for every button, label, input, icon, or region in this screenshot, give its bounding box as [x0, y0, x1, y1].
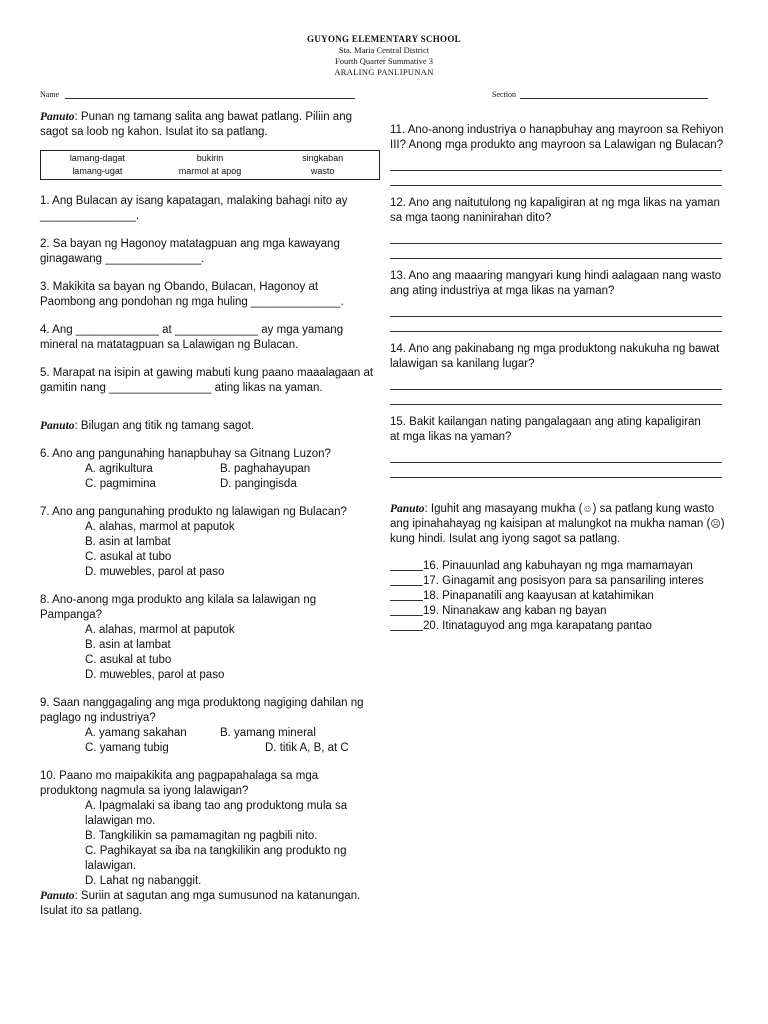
answer-line[interactable]	[390, 317, 722, 332]
part1-instruction-text: : Punan ng tamang salita ang bawat patlang. Piliin ang sagot sa loob ng kahon. Isulat ito sa patlang.	[40, 111, 352, 138]
question-6-options	[40, 462, 375, 492]
panuto-label: Panuto	[40, 420, 75, 432]
right-column	[390, 123, 725, 634]
question-12-text: 12. Ano ang naitutulong ng kapaligiran at ng mga likas na yaman sa mga taong naninirahan dito?	[390, 197, 720, 224]
question-9-options	[40, 726, 375, 756]
choice-a[interactable]: A. alahas, marmol at paputok	[85, 521, 235, 533]
answer-blank[interactable]	[390, 570, 423, 571]
item-20-text: 20. Itinataguyod ang mga karapatang pantao	[423, 620, 652, 632]
choice-a[interactable]: A. yamang sakahan	[85, 727, 187, 739]
choice-d[interactable]: D. pangingisda	[220, 478, 297, 490]
question-1-text: 1. Ang Bulacan ay isang kapatagan, malaking bahagi nito ay	[40, 195, 348, 207]
left-column	[40, 110, 375, 919]
choice-d[interactable]: D. muwebles, parol at paso	[85, 566, 225, 578]
name-field[interactable]	[40, 90, 355, 99]
answer-line[interactable]	[390, 390, 722, 405]
question-8-options	[40, 623, 375, 683]
answer-line[interactable]	[390, 375, 722, 390]
item-19-text: 19. Ninanakaw ang kaban ng bayan	[423, 605, 607, 617]
choice-b[interactable]: B. asin at lambat	[85, 536, 171, 548]
part1-instructions	[40, 110, 375, 140]
happy-face-icon: ☺	[582, 504, 593, 515]
item-18	[390, 589, 725, 604]
item-16	[390, 559, 725, 574]
part2-instructions	[40, 419, 375, 434]
question-7-options	[40, 520, 375, 580]
worksheet-header	[0, 34, 768, 78]
question-11-text: 11. Ano-anong industriya o hanapbuhay ang mayroon sa Rehiyon III? Anong mga produkto ang mayroon sa Lalawigan ng Bulacan?	[390, 124, 724, 151]
question-10-options	[40, 799, 375, 889]
part4-instruction-text-1: : Iguhit ang masayang mukha (	[424, 503, 583, 515]
question-1	[40, 194, 375, 224]
choice-c[interactable]: C. yamang tubig	[85, 742, 169, 754]
choice-b[interactable]: B. asin at lambat	[85, 639, 171, 651]
panuto-label: Panuto	[390, 503, 425, 515]
question-15-text-cont: at mga likas na yaman?	[390, 431, 512, 443]
item-16-text: 16. Pinauunlad ang kabuhayan ng mga mamamayan	[423, 560, 693, 572]
choice-a[interactable]: A. agrikultura	[85, 463, 153, 475]
school-name: GUYONG ELEMENTARY SCHOOL	[307, 34, 461, 44]
choice-a[interactable]: A. Ipagmalaki sa ibang tao ang produktong mula sa lalawigan mo.	[85, 800, 348, 827]
choice-b[interactable]: B. paghahayupan	[220, 463, 311, 475]
question-9-text: 9. Saan nanggagaling ang mga produktong nagiging dahilan ng paglago ng industriya?	[40, 697, 364, 724]
exam-title: Fourth Quarter Summative 3	[335, 56, 433, 66]
question-14-text: 14. Ano ang pakinabang ng mga produktong nakukuha ng bawat lalawigan sa kanilang lugar?	[390, 343, 720, 370]
item-18-text: 18. Pinapanatili ang kaayusan at katahimikan	[423, 590, 654, 602]
question-10-text: 10. Paano mo maipakikita ang pagpapahalaga sa mga produktong nagmula sa iyong lalawigan?	[40, 770, 319, 797]
question-4: 4. Ang _____________ at _____________ ay mga yamang mineral na matatagpuan sa Lalawigan ng Bulacan.	[40, 324, 344, 351]
choice-d[interactable]: D. muwebles, parol at paso	[85, 669, 225, 681]
question-12	[390, 196, 725, 259]
name-blank[interactable]	[65, 98, 355, 99]
answer-blank[interactable]	[390, 630, 423, 631]
question-5: 5. Marapat na isipin at gawing mabuti kung paano maaalagaan at gamitin nang ________________ ating likas na yaman.	[40, 367, 374, 394]
question-1-blank[interactable]: _______________.	[40, 210, 140, 222]
part3-instructions	[40, 889, 375, 919]
choice-a[interactable]: A. alahas, marmol at paputok	[85, 624, 235, 636]
sad-face-icon: ☹	[710, 519, 721, 530]
choice-d[interactable]: D. titik A, B, at C	[265, 742, 349, 754]
word-bank-item: marmol at apog	[178, 166, 242, 176]
choice-c[interactable]: C. pagmimina	[85, 478, 156, 490]
item-19	[390, 604, 725, 619]
choice-c[interactable]: C. asukal at tubo	[85, 654, 172, 666]
word-bank-row	[41, 152, 379, 165]
item-20	[390, 619, 725, 634]
answer-blank[interactable]	[390, 585, 423, 586]
question-9	[40, 696, 375, 756]
name-label: Name	[40, 90, 60, 99]
answer-line[interactable]	[390, 302, 722, 317]
section-blank[interactable]	[520, 98, 708, 99]
answer-blank[interactable]	[390, 600, 423, 601]
answer-line[interactable]	[390, 171, 722, 186]
panuto-label: Panuto	[40, 890, 75, 902]
question-6-text: 6. Ano ang pangunahing hanapbuhay sa Gitnang Luzon?	[40, 448, 331, 460]
answer-line[interactable]	[390, 244, 722, 259]
word-bank-box	[40, 150, 380, 180]
question-13-text: 13. Ano ang maaaring mangyari kung hindi aalagaan nang wasto ang ating industriya at mga likas na yaman?	[390, 270, 722, 297]
question-8-text: 8. Ano-anong mga produkto ang kilala sa lalawigan ng Pampanga?	[40, 594, 317, 621]
word-bank-item: lamang-ugat	[72, 166, 123, 176]
question-15	[390, 415, 725, 478]
word-bank-item: lamang-dagat	[69, 153, 125, 163]
answer-blank[interactable]	[390, 615, 423, 616]
part4-instruction-text-3: ) kung hindi. Isulat ang iyong sagot sa patlang.	[390, 518, 725, 545]
district-name: Sta. Maria Central District	[338, 45, 430, 55]
choice-d[interactable]: D. Lahat ng nabanggit.	[85, 875, 202, 887]
question-13	[390, 269, 725, 332]
question-15-text: 15. Bakit kailangan nating pangalagaan ang ating kapaligiran	[390, 416, 701, 428]
item-17	[390, 574, 725, 589]
question-7-text: 7. Ano ang pangunahing produkto ng lalawigan ng Bulacan?	[40, 506, 347, 518]
section-field[interactable]	[492, 90, 708, 99]
choice-b[interactable]: B. Tangkilikin sa pamamagitan ng pagbili nito.	[85, 830, 318, 842]
choice-b[interactable]: B. yamang mineral	[220, 727, 316, 739]
answer-line[interactable]	[390, 448, 722, 463]
answer-line[interactable]	[390, 229, 722, 244]
question-14	[390, 342, 725, 405]
answer-line[interactable]	[390, 156, 722, 171]
question-6	[40, 447, 375, 492]
question-8	[40, 593, 375, 683]
subject-title: ARALING PANLIPUNAN	[334, 67, 434, 77]
answer-line[interactable]	[390, 463, 722, 478]
word-bank-item: wasto	[310, 166, 335, 176]
choice-c[interactable]: C. asukal at tubo	[85, 551, 172, 563]
part3-instruction-text: : Suriin at sagutan ang mga sumusunod na katanungan. Isulat ito sa patlang.	[40, 890, 361, 917]
item-17-text: 17. Ginagamit ang posisyon para sa pansariling interes	[423, 575, 704, 587]
question-7	[40, 505, 375, 580]
question-10	[40, 769, 375, 889]
panuto-label: Panuto	[40, 111, 75, 123]
section-label: Section	[492, 90, 516, 99]
part2-instruction-text: : Bilugan ang titik ng tamang sagot.	[74, 420, 255, 432]
part4-instruction-text-2: ) sa patlang kung wasto ang ipinahahayag ng kaisipan at malungkot na mukha naman (	[390, 503, 715, 530]
question-3: 3. Makikita sa bayan ng Obando, Bulacan, Hagonoy at Paombong ang pondohan ng mga huling ______________.	[40, 281, 344, 308]
word-bank-item: bukirin	[196, 153, 224, 163]
choice-c[interactable]: C. Paghikayat sa iba na tangkilikin ang produkto ng lalawigan.	[85, 845, 347, 872]
word-bank-item: singkaban	[302, 153, 344, 163]
question-11	[390, 123, 725, 186]
part4-instructions	[390, 502, 725, 547]
word-bank-row	[41, 165, 379, 178]
question-2: 2. Sa bayan ng Hagonoy matatagpuan ang mga kawayang ginagawang _______________.	[40, 238, 340, 265]
